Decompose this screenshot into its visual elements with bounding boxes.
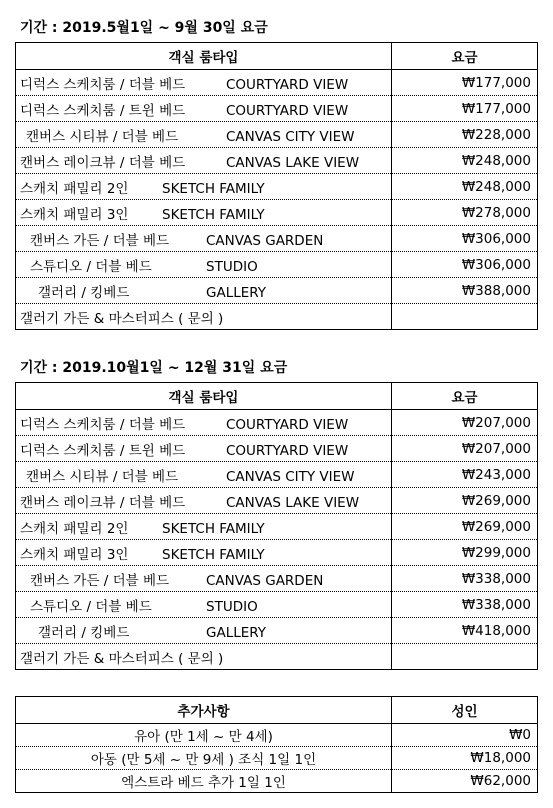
room-type-en: GALLERY — [206, 284, 267, 301]
extras-item-cell: 아동 (만 5세 ~ 만 9세 ) 조식 1일 1인 — [16, 747, 392, 770]
room-type-en: CANVAS LAKE VIEW — [226, 154, 360, 171]
room-type-cell — [16, 252, 392, 278]
room-type-kr: 스캐치 패밀리 2인 — [20, 520, 129, 537]
room-type-kr: 캔버스 레이크뷰 / 더블 베드 — [20, 494, 186, 511]
price-cell: ₩278,000 — [392, 200, 538, 226]
extras-price-cell: ₩62,000 — [392, 770, 538, 793]
table-header-row — [16, 43, 538, 70]
price-cell: ₩306,000 — [392, 226, 538, 252]
room-type-kr: 디럭스 스케치룸 / 더블 베드 — [20, 416, 186, 433]
extras-table — [15, 696, 538, 793]
room-type-cell — [16, 148, 392, 174]
table-row — [16, 96, 538, 122]
room-type-kr: 캔버스 레이크뷰 / 더블 베드 — [20, 154, 186, 171]
room-type-en: CANVAS GARDEN — [206, 232, 324, 249]
room-type-cell — [16, 488, 392, 514]
table-header-row — [16, 383, 538, 410]
room-type-kr: 캔버스 시티뷰 / 더블 베드 — [26, 468, 179, 485]
price-cell: ₩306,000 — [392, 252, 538, 278]
room-type-cell — [16, 592, 392, 618]
room-type-cell — [16, 462, 392, 488]
room-type-cell — [16, 122, 392, 148]
table-row — [16, 488, 538, 514]
extras-item-cell: 엑스트라 베드 추가 1일 1인 — [16, 770, 392, 793]
table-row — [16, 747, 538, 770]
table-header-row — [16, 697, 538, 724]
price-cell: ₩269,000 — [392, 488, 538, 514]
price-cell: ₩243,000 — [392, 462, 538, 488]
table-row — [16, 540, 538, 566]
room-type-kr: 스튜디오 / 더블 베드 — [30, 598, 152, 615]
room-type-en: CANVAS GARDEN — [206, 572, 324, 589]
room-type-cell — [16, 174, 392, 200]
price-cell: ₩388,000 — [392, 278, 538, 304]
room-type-kr: 스튜디오 / 더블 베드 — [30, 258, 152, 275]
table-row — [16, 174, 538, 200]
price-cell: ₩177,000 — [392, 96, 538, 122]
room-type-header: 객실 룸타입 — [16, 43, 392, 70]
price-cell: ₩177,000 — [392, 70, 538, 96]
room-type-kr: 스캐치 패밀리 3인 — [20, 546, 129, 563]
price-cell — [392, 304, 538, 330]
room-type-cell — [16, 618, 392, 644]
period-1-title: 기간 : 2019.5월1일 ~ 9월 30일 요금 — [20, 20, 268, 36]
table-row — [16, 122, 538, 148]
room-type-en: SKETCH FAMILY — [162, 546, 265, 563]
table-row — [16, 618, 538, 644]
table-row — [16, 436, 538, 462]
table-row — [16, 514, 538, 540]
price-cell: ₩338,000 — [392, 592, 538, 618]
room-type-header: 객실 룸타입 — [16, 383, 392, 410]
table-row — [16, 644, 538, 670]
table-row — [16, 410, 538, 436]
room-type-en: COURTYARD VIEW — [226, 416, 349, 433]
price-header: 요금 — [392, 43, 538, 70]
room-type-cell — [16, 96, 392, 122]
table-row — [16, 70, 538, 96]
table-row — [16, 592, 538, 618]
room-type-cell: 갤러기 가든 & 마스터피스 ( 문의 ) — [16, 304, 392, 330]
table-row — [16, 200, 538, 226]
room-type-en: GALLERY — [206, 624, 267, 641]
price-cell: ₩338,000 — [392, 566, 538, 592]
price-cell: ₩248,000 — [392, 174, 538, 200]
room-type-kr: 스캐치 패밀리 3인 — [20, 206, 129, 223]
room-type-en: COURTYARD VIEW — [226, 442, 349, 459]
room-type-en: CANVAS CITY VIEW — [226, 128, 355, 145]
table-row — [16, 148, 538, 174]
extras-price-cell: ₩0 — [392, 724, 538, 747]
room-type-en: CANVAS LAKE VIEW — [226, 494, 360, 511]
table-row — [16, 566, 538, 592]
room-type-en: SKETCH FAMILY — [162, 180, 265, 197]
room-type-kr: 디럭스 스케치룸 / 트윈 베드 — [20, 442, 186, 459]
price-cell: ₩248,000 — [392, 148, 538, 174]
room-type-kr: 스캐치 패밀리 2인 — [20, 180, 129, 197]
table-row — [16, 462, 538, 488]
room-type-en: COURTYARD VIEW — [226, 76, 349, 93]
room-type-kr: 캔버스 가든 / 더블 베드 — [30, 572, 170, 589]
room-type-en: CANVAS CITY VIEW — [226, 468, 355, 485]
extras-price-header: 성인 — [392, 697, 538, 724]
room-type-kr: 캔버스 가든 / 더블 베드 — [30, 232, 170, 249]
price-cell: ₩269,000 — [392, 514, 538, 540]
period-2-title: 기간 : 2019.10월1일 ~ 12월 31일 요금 — [20, 360, 288, 376]
room-type-cell — [16, 566, 392, 592]
room-type-cell — [16, 70, 392, 96]
price-cell: ₩418,000 — [392, 618, 538, 644]
table-row — [16, 252, 538, 278]
room-type-cell — [16, 200, 392, 226]
room-type-kr: 갤러리 / 킹베드 — [38, 624, 130, 641]
room-type-en: SKETCH FAMILY — [162, 206, 265, 223]
table-row — [16, 226, 538, 252]
price-cell: ₩207,000 — [392, 410, 538, 436]
room-type-kr: 캔버스 시티뷰 / 더블 베드 — [26, 128, 179, 145]
table-row — [16, 724, 538, 747]
table-row — [16, 770, 538, 793]
room-type-kr: 디럭스 스케치룸 / 트윈 베드 — [20, 102, 186, 119]
room-type-kr: 디럭스 스케치룸 / 더블 베드 — [20, 76, 186, 93]
room-type-cell — [16, 514, 392, 540]
price-cell: ₩299,000 — [392, 540, 538, 566]
room-type-cell — [16, 226, 392, 252]
room-type-en: SKETCH FAMILY — [162, 520, 265, 537]
room-type-en: STUDIO — [206, 598, 258, 615]
price-cell: ₩228,000 — [392, 122, 538, 148]
price-cell — [392, 644, 538, 670]
extras-item-header: 추가사항 — [16, 697, 392, 724]
room-type-en: STUDIO — [206, 258, 258, 275]
rate-table-2 — [15, 382, 538, 670]
room-type-cell — [16, 410, 392, 436]
table-row — [16, 278, 538, 304]
room-type-en: COURTYARD VIEW — [226, 102, 349, 119]
room-type-cell: 갤러기 가든 & 마스터피스 ( 문의 ) — [16, 644, 392, 670]
room-type-cell — [16, 436, 392, 462]
room-type-cell — [16, 278, 392, 304]
table-row — [16, 304, 538, 330]
price-header: 요금 — [392, 383, 538, 410]
extras-item-cell: 유아 (만 1세 ~ 만 4세) — [16, 724, 392, 747]
room-type-cell — [16, 540, 392, 566]
extras-price-cell: ₩18,000 — [392, 747, 538, 770]
price-cell: ₩207,000 — [392, 436, 538, 462]
room-type-kr: 갤러리 / 킹베드 — [38, 284, 130, 301]
rate-table-1 — [15, 42, 538, 330]
